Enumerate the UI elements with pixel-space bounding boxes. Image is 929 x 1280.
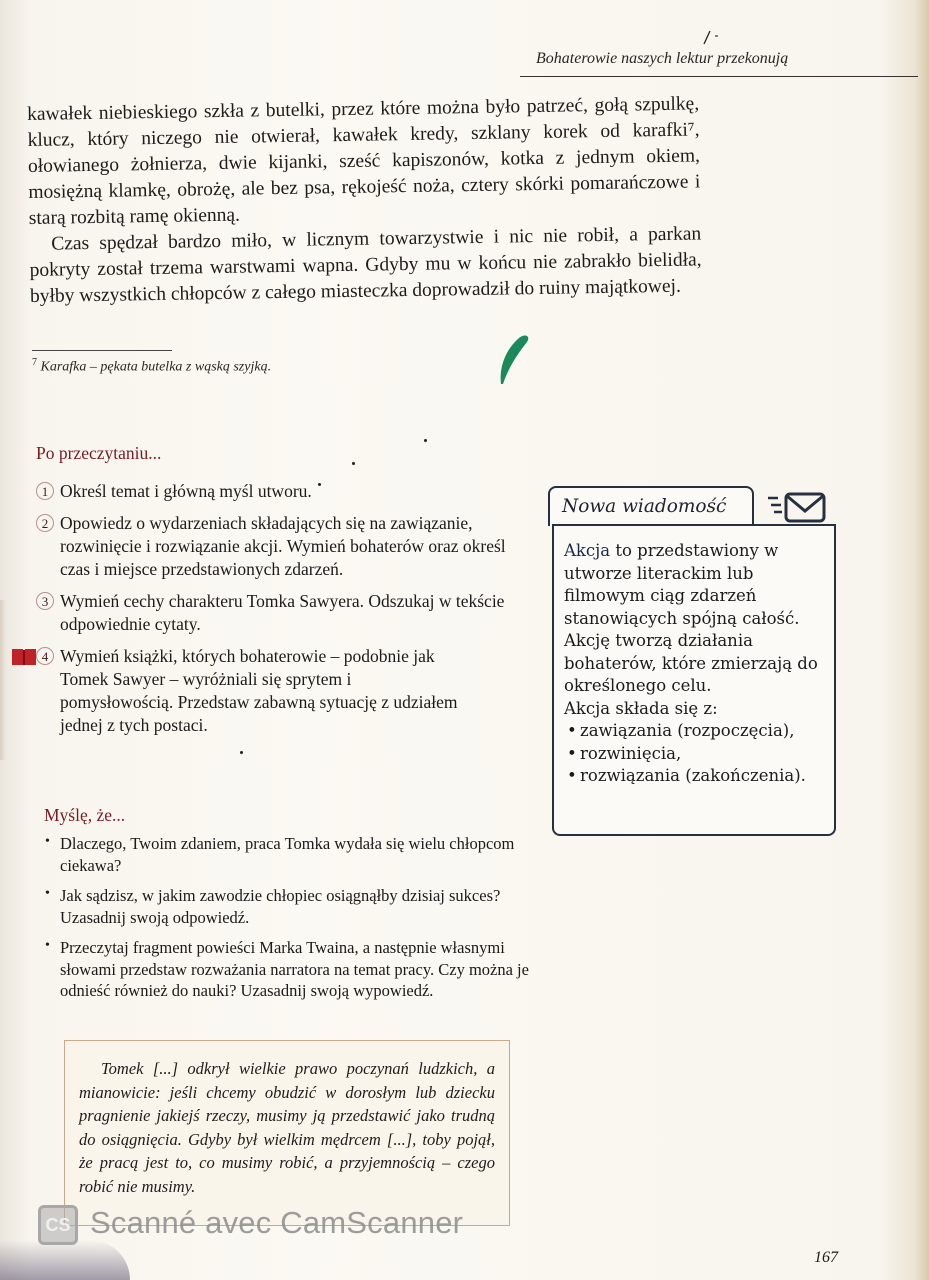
note-box xyxy=(552,524,836,836)
quote-text xyxy=(79,1057,495,1198)
after-reading-heading: Po przeczytaniu... xyxy=(36,443,162,463)
note-list-item: • zawiązania (rozpoczęcia), xyxy=(564,720,826,743)
quote-box xyxy=(64,1040,510,1226)
note-list-item: • rozwiązania (zakończenia). xyxy=(564,765,826,788)
task-number: 1 xyxy=(36,482,54,500)
page-number: 167 xyxy=(814,1249,838,1266)
note-title: Nowa wiadomość xyxy=(562,496,727,517)
ink-speck xyxy=(240,751,243,754)
question-item: • Jak sądzisz, w jakim zawodzie chłopiec osiągnąłby dzisiaj sukces? Uzasadnij swoją odpowiedź. xyxy=(44,885,544,928)
note-definition-text: to przedstawiony w utworze literackim lub filmowym ciąg zdarzeń stanowiących spójną całość. Akcję tworzą działania bohaterów, które zmierzają do określonego celu. xyxy=(564,541,818,695)
ink-speck xyxy=(424,439,427,442)
story-paragraph: Czas spędzał bardzo miło, w licznym towarzystwie i nic nie robił, a parkan pokryty został trzema warstwami wapna. Gdyby mu w końcu nie zabrakło bielidła, byłby wszystkich chłopców z całego miasteczka doprowadził do ruiny majątkowej. xyxy=(29,223,702,307)
ink-speck xyxy=(318,483,321,486)
task-text: Określ temat i główną myśl utworu. xyxy=(60,481,312,501)
task-item xyxy=(36,645,460,737)
i-think-heading: Myślę, że... xyxy=(44,805,126,825)
after-reading-tasks xyxy=(36,480,516,746)
note-definition xyxy=(564,540,826,698)
running-head: Bohaterowie naszych lektur przekonują xyxy=(536,50,789,67)
note-list xyxy=(564,720,826,788)
task-text: Wymień książki, których bohaterowie – podobnie jak Tomek Sawyer – wyróżniali się sprytem i pomysłowością. Przedstaw zabawną sytuację z udziałem jednej z tych postaci. xyxy=(60,646,458,735)
pen-mark xyxy=(700,28,720,46)
footnote-rule xyxy=(32,350,172,351)
footnote-text: Karafka – pękata butelka z wąską szyjką. xyxy=(40,359,272,375)
camscanner-watermark: Scanné avec CamScanner xyxy=(90,1205,464,1240)
note-term: Akcja xyxy=(564,541,611,560)
green-ink-mark xyxy=(495,328,535,388)
task-number: 2 xyxy=(36,514,54,532)
question-item: • Dlaczego, Twoim zdaniem, praca Tomka wydała się wielu chłopcom ciekawa? xyxy=(44,833,544,876)
page-edge-shadow xyxy=(0,600,6,760)
note-list-item: • rozwinięcia, xyxy=(564,743,826,766)
footnote-number: 7 xyxy=(32,357,37,368)
task-number: 3 xyxy=(36,592,54,610)
quote-content: Tomek [...] odkrył wielkie prawo poczynań ludzkich, a mianowicie: jeśli chcemy obudzić w dorosłym lub dziecku pragnienie jakiejś rzeczy, musimy ją przedstawić jako trudną do osiągnięcia. Gdyby był wielkim mędrcem [...], toby pojął, że pracą jest to, co musimy robić, a przyjemnością – czego robić nie musimy. xyxy=(79,1059,495,1196)
scan-shadow xyxy=(0,1240,130,1280)
story-paragraph: kawałek niebieskiego szkła z butelki, przez które można było patrzeć, gołą szpulkę, klucz, który niczego nie otwierał, kawałek kredy, szklany korek od karafki⁷, ołowianego żołnierza, dwie kijanki, sześć kapiszonów, kotka z jednym okiem, mosiężną klamkę, obrożę, ale bez psa, rękojeść noża, cztery skórki pomarańczowe i starą rozbitą ramę okienną. xyxy=(27,93,701,229)
task-number: 4 xyxy=(36,647,54,665)
running-head-rule xyxy=(520,76,918,77)
question-item: • Przeczytaj fragment powieści Marka Twaina, a następnie własnymi słowami przedstaw rozważania narratora na temat pracy. Czy można je odnieść również do nauki? Uzasadnij swoją wypowiedź. xyxy=(44,937,544,1002)
note-body xyxy=(564,540,826,788)
mail-icon xyxy=(764,490,828,524)
story-excerpt xyxy=(27,91,702,310)
task-item xyxy=(36,512,516,581)
task-item xyxy=(36,590,516,636)
task-text: Wymień cechy charakteru Tomka Sawyera. Odszukaj w tekście odpowiednie cytaty. xyxy=(60,591,505,634)
footnote xyxy=(32,357,271,376)
task-text: Opowiedz o wydarzeniach składających się na zawiązanie, rozwinięcie i rozwiązanie akcji. Wymień bohaterów oraz określ czas i miejsce przedstawionych zdarzeń. xyxy=(60,513,506,579)
note-list-intro: Akcja składa się z: xyxy=(564,698,718,718)
note-title-tab xyxy=(548,486,754,526)
task-item xyxy=(36,480,516,503)
book-icon xyxy=(12,648,36,666)
i-think-questions xyxy=(44,833,544,1011)
camscanner-logo: CS xyxy=(38,1205,78,1245)
ink-speck xyxy=(352,462,355,465)
